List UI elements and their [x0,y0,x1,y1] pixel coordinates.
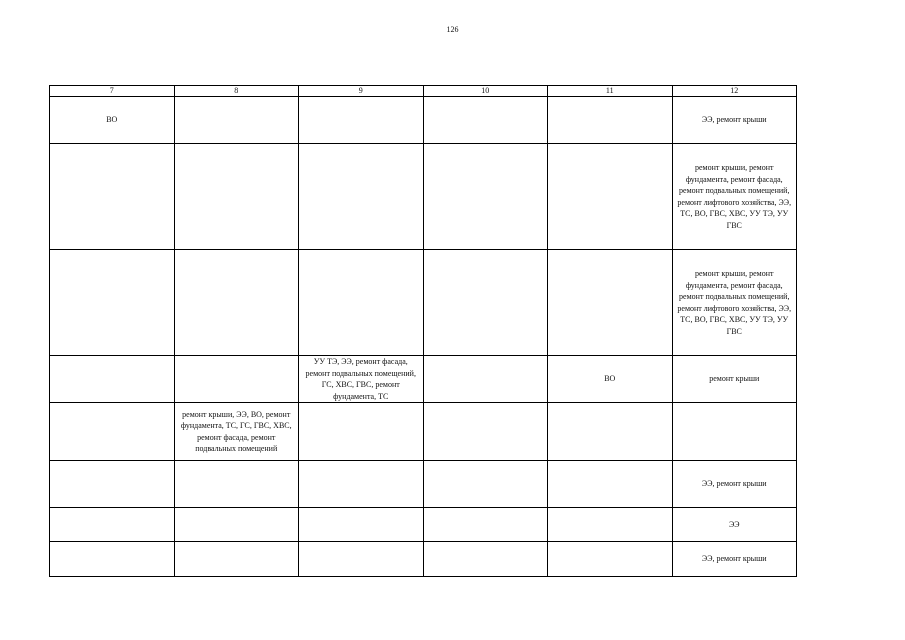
table-cell [548,144,673,250]
table-cell [174,542,299,577]
table-cell [548,403,673,461]
table-cell: ВО [50,97,175,144]
table-cell [423,508,548,542]
table-cell [423,461,548,508]
column-header: 12 [672,86,797,97]
page-number: 126 [446,25,459,34]
table-cell [50,356,175,403]
table-cell: ремонт крыши, ремонт фундамента, ремонт фасада, ремонт подвальных помещений, ремонт лифтового хозяйства, ЭЭ, ТС, ВО, ГВС, ХВС, УУ ТЭ, УУ ГВС [672,250,797,356]
table-row [50,250,797,356]
table-cell: ЭЭ, ремонт крыши [672,542,797,577]
table-cell [50,461,175,508]
table-cell [299,144,424,250]
table-row [50,403,797,461]
data-table [49,85,797,577]
table-cell [299,403,424,461]
table-cell [548,508,673,542]
table-row [50,508,797,542]
column-header: 11 [548,86,673,97]
table-cell [423,250,548,356]
table-cell [50,508,175,542]
table-cell: ЭЭ, ремонт крыши [672,97,797,144]
table-cell [548,250,673,356]
table-row [50,97,797,144]
table-cell: ЭЭ, ремонт крыши [672,461,797,508]
table-cell [299,250,424,356]
column-header: 8 [174,86,299,97]
column-header: 9 [299,86,424,97]
table-cell: ремонт крыши, ЭЭ, ВО, ремонт фундамента, ТС, ГС, ГВС, ХВС, ремонт фасада, ремонт подвальных помещений [174,403,299,461]
column-header: 7 [50,86,175,97]
table-cell [174,250,299,356]
table-cell [174,97,299,144]
table-cell: УУ ТЭ, ЭЭ, ремонт фасада, ремонт подвальных помещений, ГС, ХВС, ГВС, ремонт фундамента, ТС [299,356,424,403]
table-cell [423,542,548,577]
table-cell [672,403,797,461]
table-cell [299,97,424,144]
table-cell: ВО [548,356,673,403]
table-cell [423,144,548,250]
table-cell [50,144,175,250]
table-cell [548,461,673,508]
table-row [50,461,797,508]
table-row [50,144,797,250]
table-cell [299,461,424,508]
table-cell [50,250,175,356]
table-cell [548,542,673,577]
table-cell [423,97,548,144]
table-cell [174,144,299,250]
table-cell [423,356,548,403]
table-cell: ЭЭ [672,508,797,542]
table-cell [50,542,175,577]
table-cell [174,508,299,542]
table-cell [299,542,424,577]
table-cell [423,403,548,461]
table-cell: ремонт крыши, ремонт фундамента, ремонт фасада, ремонт подвальных помещений, ремонт лифтового хозяйства, ЭЭ, ТС, ВО, ГВС, ХВС, УУ ТЭ, УУ ГВС [672,144,797,250]
header-row [50,86,797,97]
table-cell [174,356,299,403]
table-row [50,542,797,577]
table-row [50,356,797,403]
table-cell [50,403,175,461]
column-header: 10 [423,86,548,97]
table-cell [299,508,424,542]
table-cell [548,97,673,144]
table-cell: ремонт крыши [672,356,797,403]
table-cell [174,461,299,508]
